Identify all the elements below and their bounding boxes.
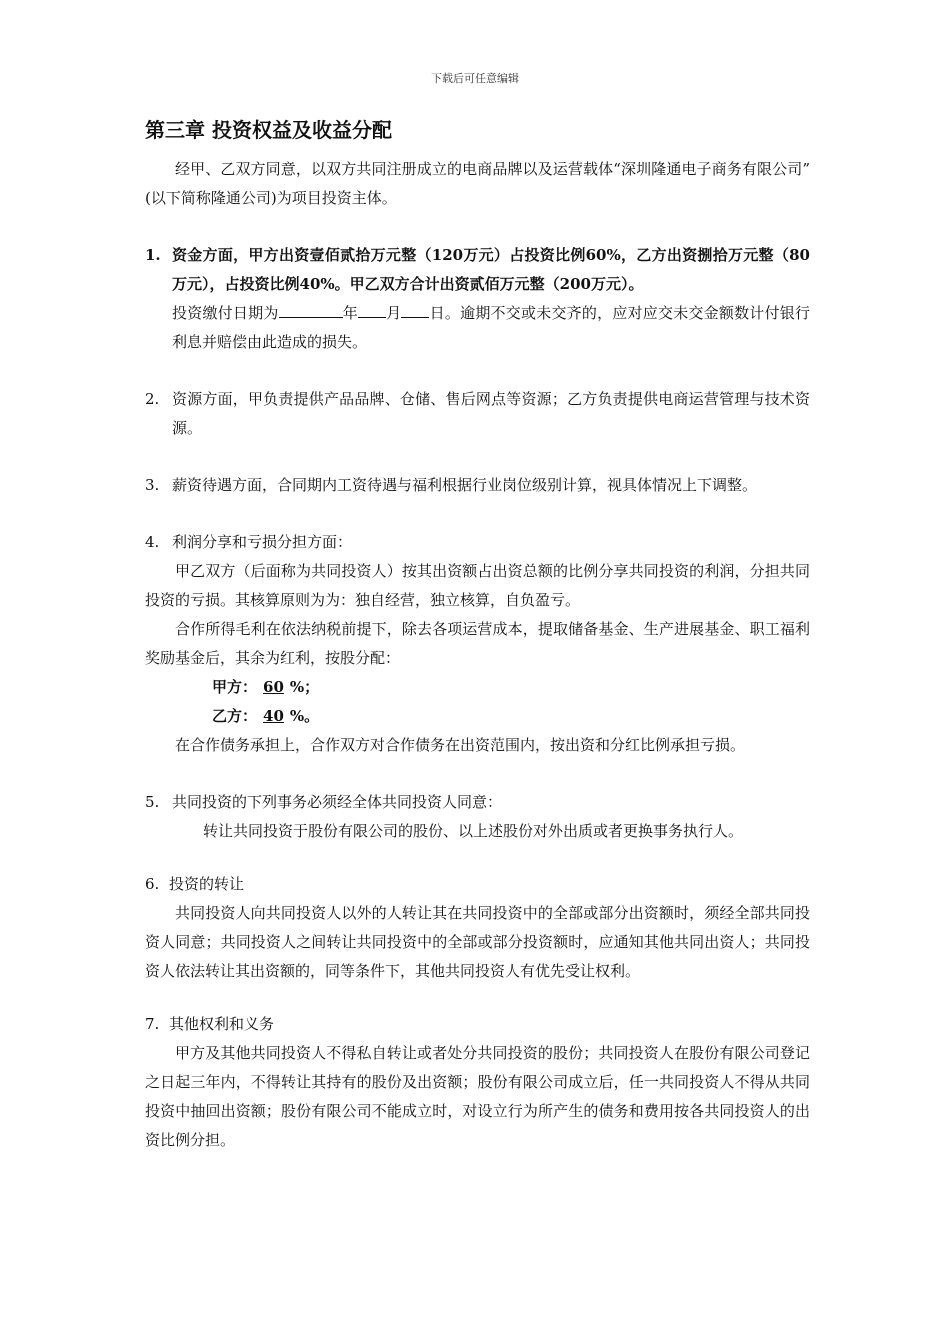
clause-number: 6. bbox=[145, 875, 160, 893]
clause-7 bbox=[145, 1010, 810, 1039]
clause-5-heading: 共同投资的下列事务必须经全体共同投资人同意： bbox=[172, 793, 503, 811]
clause-5-para: 转让共同投资于股份有限公司的股份、以上述股份对外出质或者更换事务执行人。 bbox=[203, 822, 744, 840]
clause-4-para-2: 合作所得毛利在依法纳税前提下，除去各项运营成本，提取储备基金、生产进展基金、职工福利奖励基金后，其余为红利，按股分配： bbox=[145, 620, 810, 667]
intro-paragraph: 经甲、乙双方同意，以双方共同注册成立的电商品牌以及运营载体“深圳隆通电子商务有限公司” (以下简称隆通公司)为项目投资主体。 bbox=[145, 160, 810, 207]
chapter-title: 第三章 投资权益及收益分配 bbox=[145, 118, 392, 142]
clause-1 bbox=[145, 241, 810, 357]
clause-number: 1. bbox=[145, 246, 161, 264]
clause-number: 2. bbox=[145, 390, 160, 408]
clause-4 bbox=[145, 528, 810, 557]
share-party-b: 乙方： 40 %。 bbox=[212, 707, 320, 725]
share-party-a: 甲方： 60 %； bbox=[212, 678, 320, 696]
clause-number: 7. bbox=[145, 1015, 160, 1033]
clause-4-para-1: 甲乙双方（后面称为共同投资人）按其出资额占出资总额的比例分享共同投资的利润，分担共同投资的亏损。其核算原则为为：独自经营，独立核算，自负盈亏。 bbox=[145, 562, 810, 609]
clause-6-para: 共同投资人向共同投资人以外的人转让其在共同投资中的全部或部分出资额时，须经全部共同投资人同意；共同投资人之间转让共同投资中的全部或部分投资额时，应通知其他共同出资人；共同投资人依法转让其出资额的，同等条件下，其他共同投资人有优先受让权利。 bbox=[145, 904, 810, 980]
clause-5 bbox=[145, 788, 810, 817]
clause-6-heading: 投资的转让 bbox=[169, 875, 245, 893]
share-b-value: 40 bbox=[263, 707, 284, 725]
clause-4-heading: 利润分享和亏损分担方面： bbox=[172, 533, 353, 551]
clause-1-payment: 投资缴付日期为 年 月 日。逾期不交或未交齐的，应对应交未交金额数计付银行利息并赔偿由此造成的损失。 bbox=[172, 304, 810, 351]
share-a-value: 60 bbox=[263, 678, 284, 696]
page-header: 下载后可任意编辑 bbox=[431, 72, 519, 85]
clause-number: 3. bbox=[145, 476, 160, 494]
clause-2 bbox=[145, 385, 810, 443]
clause-2-text: 资源方面，甲负责提供产品品牌、仓储、售后网点等资源；乙方负责提供电商运营管理与技术资源。 bbox=[172, 390, 810, 437]
clause-6 bbox=[145, 870, 810, 899]
clause-3 bbox=[145, 471, 810, 500]
clause-4-para-3: 在合作债务承担上，合作双方对合作债务在出资范围内，按出资和分红比例承担亏损。 bbox=[175, 736, 746, 754]
clause-number: 4. bbox=[145, 533, 160, 551]
clause-3-text: 薪资待遇方面，合同期内工资待遇与福利根据行业岗位级别计算，视具体情况上下调整。 bbox=[172, 476, 758, 494]
clause-number: 5. bbox=[145, 793, 160, 811]
clause-7-para: 甲方及其他共同投资人不得私自转让或者处分共同投资的股份；共同投资人在股份有限公司登记之日起三年内，不得转让其持有的股份及出资额；股份有限公司成立后，任一共同投资人不得从共同投资中抽回出资额；股份有限公司不能成立时，对设立行为所产生的债务和费用按各共同投资人的出资比例分担。 bbox=[145, 1044, 810, 1149]
document-body bbox=[145, 115, 810, 1155]
clause-1-capital: 资金方面，甲方出资壹佰贰拾万元整（120万元）占投资比例60%，乙方出资捌拾万元整（80万元），占投资比例40%。甲乙双方合计出资贰佰万元整（200万元）。 bbox=[172, 246, 810, 293]
clause-7-heading: 其他权利和义务 bbox=[169, 1015, 275, 1033]
